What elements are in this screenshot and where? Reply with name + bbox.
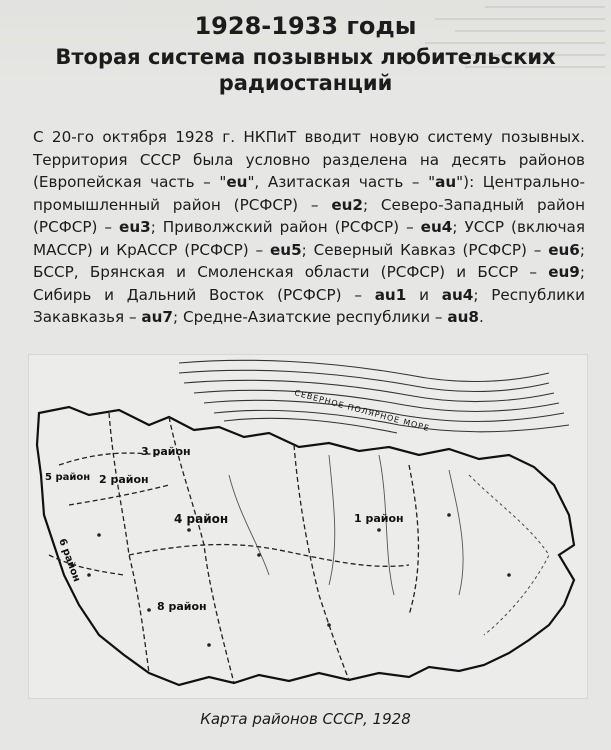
map-label-district-5: 5 район xyxy=(45,472,91,483)
map-label-district-2: 2 район xyxy=(99,473,149,486)
rivers xyxy=(229,455,463,595)
callsign-au4: au4 xyxy=(441,285,474,304)
map-label-district-1: 1 район xyxy=(354,512,404,525)
map-label-district-4: 4 район xyxy=(174,512,229,526)
ussr-districts-map xyxy=(28,354,588,699)
map-caption: Карта районов СССР, 1928 xyxy=(200,710,411,728)
callsign-eu6: eu6 xyxy=(548,240,580,259)
callsign-eu9: eu9 xyxy=(548,263,580,281)
callsign-au1: au1 xyxy=(374,285,407,304)
section-subtitle xyxy=(20,44,591,97)
callsign-eu2: eu2 xyxy=(331,195,363,214)
arctic-sea-contours xyxy=(179,360,569,433)
northern-coastline xyxy=(37,407,574,685)
section-years-title: 1928-1933 годы xyxy=(194,12,417,40)
map-label-district-6: 6 район xyxy=(56,537,82,584)
callsign-eu5: eu5 xyxy=(269,240,302,259)
callsign-au7: au7 xyxy=(141,308,174,326)
callsign-au: au xyxy=(435,173,457,191)
subtitle-line-2: радиостанций xyxy=(218,71,393,96)
map-label-district-3: 3 район xyxy=(141,445,191,458)
district-borders xyxy=(49,413,418,683)
towns xyxy=(87,513,511,647)
map-label-district-8: 8 район xyxy=(157,600,207,613)
map-drawing xyxy=(29,355,587,698)
callsign-eu3: eu3 xyxy=(119,218,151,236)
callsign-au8: au8 xyxy=(447,308,479,326)
article-paragraph: С 20-го октября 1928 г. НКПиТ вводит новую систему позывных. Территория СССР была условно разделена на десять районов (Европейская часть – "eu", Азитаская часть – "au"): Центрально-промышленный район (РСФСР) – eu2; Северо-Западный район (РСФСР) – eu3; Приволжский район (РСФСР) – eu4; УССР (включая МАССР) и КрАССР (РСФСР) – eu5; Северный Кавказ (РСФСР) – eu6; БССР, Брянская и Смоленская области (РСФСР) и БССР – eu9; Сибирь и Дальний Восток (РСФСР) – au1 и au4; Республики Закавказья – au7; Средне-Азиатские республики – au8. xyxy=(33,128,586,326)
callsign-eu4: eu4 xyxy=(420,218,453,236)
subtitle-line-1: Вторая система позывных любительских xyxy=(55,45,556,69)
callsign-eu: eu xyxy=(226,173,248,191)
map-label-sea: СЕВЕРНОЕ ПОЛЯРНОЕ МОРЕ xyxy=(293,388,431,434)
